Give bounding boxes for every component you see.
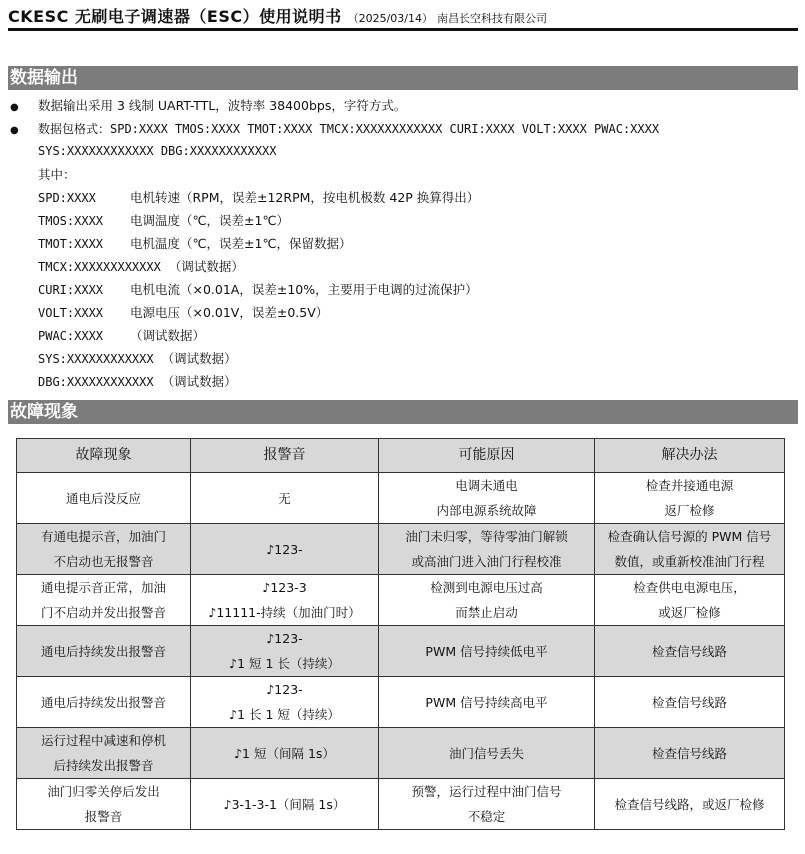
cell-line: 不稳定 — [467, 809, 506, 824]
cell-line: 油门信号丢失 — [448, 745, 524, 761]
solution-cell — [595, 779, 785, 830]
solution-cell — [595, 677, 785, 728]
cause-cell — [379, 626, 595, 677]
solution-cell — [595, 728, 785, 779]
field-description: （调试数据） — [161, 351, 237, 366]
cell-line: 检查信号线路，或返厂检修 — [614, 796, 765, 812]
cell-line: 通电后持续发出报警音 — [40, 643, 166, 659]
fault-cell — [17, 524, 191, 575]
bullet-item — [10, 94, 790, 117]
header-alarm: 报警音 — [191, 439, 379, 473]
document-title: CKESC 无刷电子调速器（ESC）使用说明书 — [8, 7, 342, 26]
cause-cell — [379, 677, 595, 728]
cause-cell — [379, 728, 595, 779]
field-description: 电调温度（℃，误差±1℃） — [130, 213, 290, 228]
solution-cell — [595, 575, 785, 626]
cell-line: 报警音 — [84, 809, 123, 824]
cell-line: 检查信号线路 — [651, 694, 727, 710]
field-key: SYS:XXXXXXXXXXXX — [38, 352, 154, 366]
field-description: 电机温度（℃，误差±1℃，保留数据） — [130, 236, 352, 251]
header-solution: 解决办法 — [595, 439, 785, 473]
alarm-cell — [191, 626, 379, 677]
field-row — [10, 278, 790, 301]
cell-line: ♪11111-持续（加油门时） — [208, 605, 361, 620]
field-row — [10, 324, 790, 347]
field-key: CURI:XXXX — [38, 283, 104, 297]
cell-line: ♪1 短 1 长（持续） — [229, 656, 340, 671]
document-date: （2025/03/14） — [347, 12, 434, 25]
fault-cell — [17, 779, 191, 830]
cell-line: ♪123- — [266, 541, 303, 557]
solution-cell — [595, 473, 785, 524]
cell-line: 电调未通电 — [455, 478, 518, 493]
cell-line: 后持续发出报警音 — [53, 758, 154, 773]
document-header — [8, 4, 798, 31]
alarm-cell — [191, 473, 379, 524]
bullet-icon: ● — [10, 125, 19, 136]
section-heading-data-output: 数据输出 — [8, 66, 798, 90]
field-key: PWAC:XXXX — [38, 329, 104, 343]
fault-cell — [17, 677, 191, 728]
bullet-text: 数据输出采用 3 线制 UART-TTL，波特率 38400bps，字符方式。 — [38, 98, 407, 113]
solution-cell — [595, 626, 785, 677]
table-row — [17, 779, 785, 830]
cell-line: 检查信号线路 — [651, 745, 727, 761]
field-row — [10, 255, 790, 278]
cell-line: 检查并接通电源 — [645, 478, 734, 493]
cell-line: 有通电提示音，加油门 — [40, 529, 166, 544]
field-list — [10, 186, 790, 393]
cell-line: 油门归零关停后发出 — [47, 784, 160, 799]
cell-line: 不启动也无报警音 — [53, 554, 154, 569]
data-output-body — [10, 94, 790, 393]
cell-line: 而禁止启动 — [455, 605, 518, 620]
field-row — [10, 186, 790, 209]
section-heading-faults: 故障现象 — [8, 400, 798, 424]
cell-line: ♪3-1-3-1（间隔 1s） — [223, 796, 346, 812]
company-name: 南昌长空科技有限公司 — [437, 12, 548, 25]
cell-line: ♪123- — [266, 682, 303, 697]
field-key: DBG:XXXXXXXXXXXX — [38, 375, 154, 389]
cell-line: 数值，或重新校准油门行程 — [614, 554, 765, 569]
field-key: TMOT:XXXX — [38, 237, 104, 251]
field-row — [10, 347, 790, 370]
cell-line: 运行过程中减速和停机 — [40, 733, 166, 748]
table-row — [17, 473, 785, 524]
fault-table — [16, 438, 785, 830]
cell-line: 通电提示音正常，加油 — [40, 580, 166, 595]
cell-line: 检测到电源电压过高 — [430, 580, 543, 595]
cell-line: ♪123-3 — [262, 580, 307, 595]
table-row — [17, 524, 785, 575]
table-header-row — [17, 439, 785, 473]
table-row — [17, 626, 785, 677]
fault-cell — [17, 575, 191, 626]
cell-line: PWM 信号持续高电平 — [425, 694, 548, 710]
solution-cell — [595, 524, 785, 575]
alarm-cell — [191, 677, 379, 728]
cell-line: 门不启动并发出报警音 — [40, 605, 166, 620]
cell-line: ♪1 长 1 短（持续） — [229, 707, 340, 722]
field-description: 电机电流（×0.01A，误差±10%，主要用于电调的过流保护） — [130, 282, 478, 297]
table-row — [17, 728, 785, 779]
cell-line: 无 — [278, 490, 291, 506]
cell-line: 通电后没反应 — [65, 490, 141, 506]
bullet-item — [10, 117, 790, 140]
cell-line: PWM 信号持续低电平 — [425, 643, 548, 659]
field-row — [10, 232, 790, 255]
cell-line: ♪123- — [266, 631, 303, 646]
field-key: TMCX:XXXXXXXXXXXX — [38, 260, 161, 274]
field-key: SPD:XXXX — [38, 191, 96, 205]
packet-format-continued: SYS:XXXXXXXXXXXX DBG:XXXXXXXXXXXX — [38, 144, 277, 158]
header-fault: 故障现象 — [17, 439, 191, 473]
alarm-cell — [191, 524, 379, 575]
fault-cell — [17, 626, 191, 677]
table-row — [17, 677, 785, 728]
field-description: （调试数据） — [161, 374, 237, 389]
field-description: （调试数据） — [168, 259, 244, 274]
cell-line: 检查信号线路 — [651, 643, 727, 659]
field-description: 电机转速（RPM，误差±12RPM，按电机极数 42P 换算得出） — [130, 190, 480, 205]
cell-line: ♪1 短（间隔 1s） — [234, 745, 335, 761]
cell-line: 油门未归零，等待零油门解锁 — [405, 529, 568, 544]
field-description: 电源电压（×0.01V，误差±0.5V） — [130, 305, 329, 320]
cause-cell — [379, 473, 595, 524]
cell-line: 预警，运行过程中油门信号 — [411, 784, 562, 799]
cause-cell — [379, 524, 595, 575]
among-label: 其中： — [38, 167, 76, 182]
field-key: TMOS:XXXX — [38, 214, 104, 228]
fault-cell — [17, 728, 191, 779]
field-row — [10, 370, 790, 393]
table-row — [17, 575, 785, 626]
alarm-cell — [191, 779, 379, 830]
cause-cell — [379, 779, 595, 830]
field-row — [10, 209, 790, 232]
alarm-cell — [191, 728, 379, 779]
packet-format: 数据包格式：SPD:XXXX TMOS:XXXX TMOT:XXXX TMCX:XXXXXXXXXXXX CURI:XXXX VOLT:XXXX PWAC:XXXX — [38, 122, 660, 136]
bullet-icon: ● — [10, 102, 19, 113]
cause-cell — [379, 575, 595, 626]
cell-line: 通电后持续发出报警音 — [40, 694, 166, 710]
field-description: （调试数据） — [130, 328, 206, 343]
header-cause: 可能原因 — [379, 439, 595, 473]
cell-line: 检查供电电源电压， — [633, 580, 746, 595]
alarm-cell — [191, 575, 379, 626]
cell-line: 或高油门进入油门行程校准 — [411, 554, 562, 569]
fault-cell — [17, 473, 191, 524]
cell-line: 返厂检修 — [664, 503, 715, 518]
cell-line: 检查确认信号源的 PWM 信号 — [607, 529, 772, 544]
cell-line: 或返厂检修 — [658, 605, 721, 620]
field-key: VOLT:XXXX — [38, 306, 104, 320]
field-row — [10, 301, 790, 324]
cell-line: 内部电源系统故障 — [436, 503, 537, 518]
